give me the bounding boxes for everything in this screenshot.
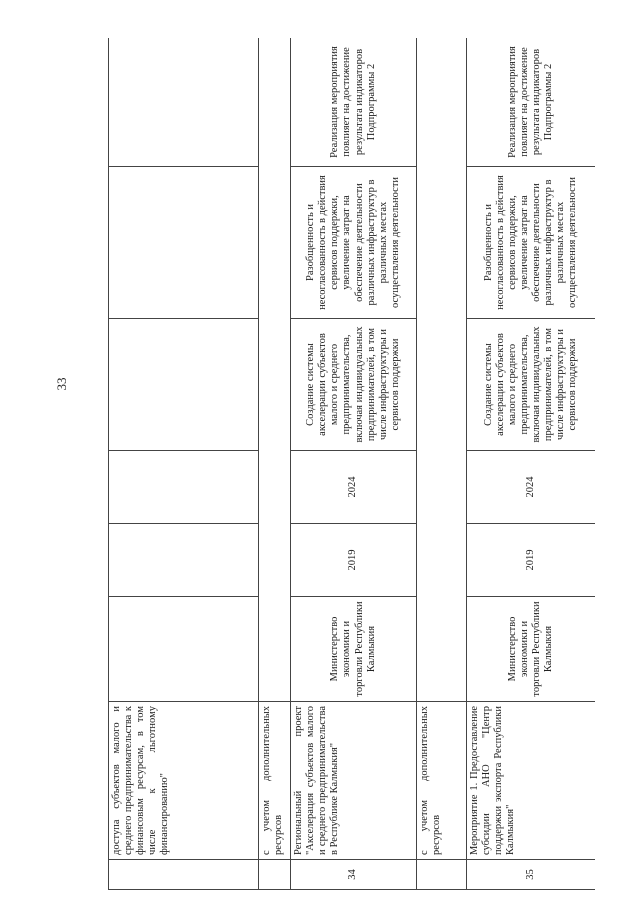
cell-empty: [259, 38, 291, 702]
cell-end: 2024: [291, 451, 417, 524]
cell-executor: Министерство экономики и торговли Республики Калмыкия: [291, 597, 417, 702]
program-table: [108, 38, 595, 890]
cell-link: [109, 38, 259, 167]
cell-result: [109, 319, 259, 451]
cell-consequences: [109, 167, 259, 319]
cell-result: Создание системы акселерации субъектов малого и среднего предпринимательства, включая индивидуальных предпринимателей, в том числе инфраструктуры и сервисов поддержки: [467, 319, 596, 451]
cell-executor: Министерство экономики и торговли Республики Калмыкия: [467, 597, 596, 702]
cell-name: Мероприятие 1. Предоставление субсидии АНО "Центр поддержки экспорта Республики Калмыкия": [467, 702, 596, 860]
cell-link: Реализация мероприятия повлияет на достижение результата индикаторов Подпрограммы 2: [467, 38, 596, 167]
table-row-note: [259, 38, 291, 890]
cell-num: 34: [291, 860, 417, 890]
page-number: 33: [54, 377, 69, 391]
cell-name: доступа субъектов малого и среднего предпринимательства к финансовым ресурсам, в том числе к льготному финансированию": [109, 702, 259, 860]
cell-note: с учетом дополнительных ресурсов: [417, 702, 467, 860]
table-row-continuation: [109, 38, 259, 890]
cell-start: [109, 524, 259, 597]
cell-num: 35: [467, 860, 596, 890]
cell-note: с учетом дополнительных ресурсов: [259, 702, 291, 860]
cell-num: [259, 860, 291, 890]
cell-start: 2019: [291, 524, 417, 597]
cell-link: Реализация мероприятия повлияет на достижение результата индикаторов Подпрограммы 2: [291, 38, 417, 167]
cell-num: [109, 860, 259, 890]
table-row-item-34: [291, 38, 417, 890]
cell-empty: [417, 38, 467, 702]
cell-start: 2019: [467, 524, 596, 597]
cell-consequences: Разобщенность и несогласованность в действия сервисов поддержки, увеличение затрат на обеспечение деятельности различных инфраструктур в различных местах осуществления деятельности: [291, 167, 417, 319]
rotated-table-frame: [108, 38, 595, 890]
cell-end: [109, 451, 259, 524]
cell-end: 2024: [467, 451, 596, 524]
table-row-item-35: [467, 38, 596, 890]
cell-consequences: Разобщенность и несогласованность в действия сервисов поддержки, увеличение затрат на обеспечение деятельности различных инфраструктур в различных местах осуществления деятельности: [467, 167, 596, 319]
table-row-note: [417, 38, 467, 890]
cell-result: Создание системы акселерации субъектов малого и среднего предпринимательства, включая индивидуальных предпринимателей, в том числе инфраструктуры и сервисов поддержки: [291, 319, 417, 451]
table-landscape: [108, 38, 595, 890]
cell-executor: [109, 597, 259, 702]
cell-num: [417, 860, 467, 890]
cell-name: Региональный проект "Акселерация субъектов малого и среднего предпринимательства в Республике Калмыкия": [291, 702, 417, 860]
